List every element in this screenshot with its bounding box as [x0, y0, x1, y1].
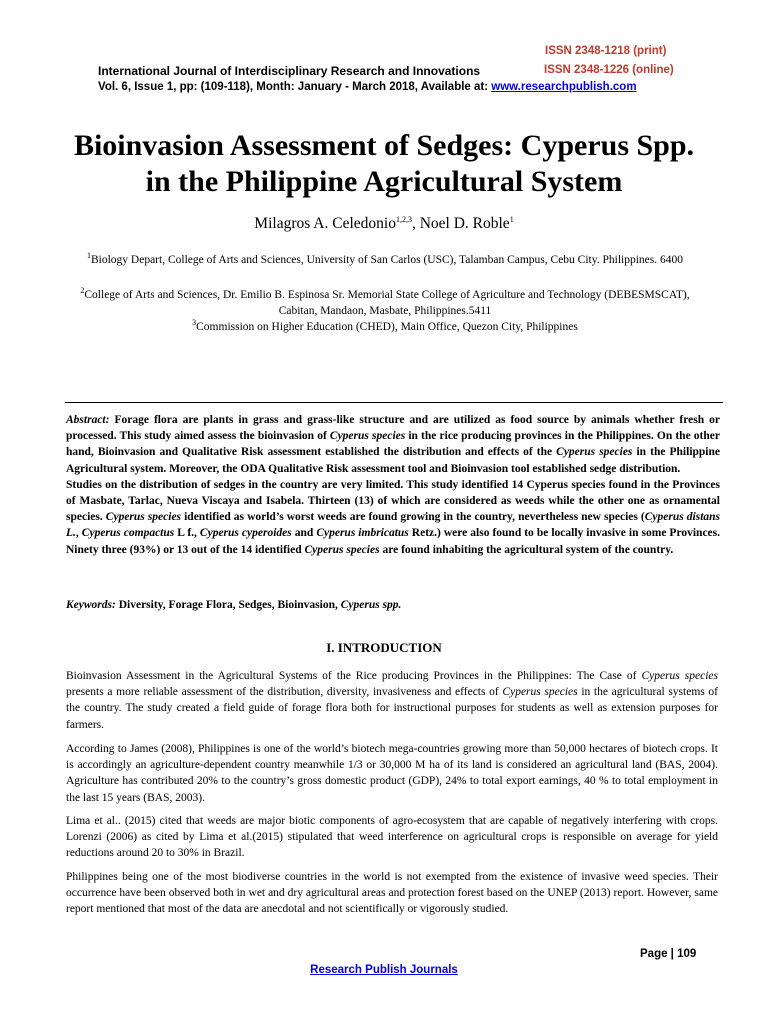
- intro-paragraph-4: Philippines being one of the most biodiverse countries in the world is not exempted from the existence of invasive weed species. Their occurrence have been observed both in wet and dry agricultural areas and protection forest based on the UNEP (2013) report. However, same report mentioned that most of the data are anecdotal and not scientifically or vigorously studied.: [66, 871, 718, 916]
- abstract-text: Studies on the distribution of sedges in the country are very limited. This study identified 14 Cyperus species found in the Provinces of Masbate, Tarlac, Nueva Viscaya and Isabela. Thirteen (13) of which are considered as weeds while the other one as ornamental species.: [66, 478, 720, 524]
- affiliation-3: [60, 319, 710, 335]
- species-name: Cyperus species: [329, 430, 406, 443]
- affiliation-1-text: Biology Depart, College of Arts and Sciences, University of San Carlos (USC), Talamban Campus, Cebu City. Philippines. 6400: [90, 254, 684, 266]
- abstract-divider: [65, 402, 723, 403]
- affiliation-1: [60, 252, 710, 268]
- body-text: presents a more reliable assessment of the distribution, diversity, invasiveness and effects of: [66, 686, 503, 699]
- species-name: Cyperus species: [502, 686, 578, 699]
- affiliation-3-mark: 3: [192, 318, 197, 328]
- keywords: [66, 599, 720, 611]
- keywords-label: Keywords:: [66, 599, 116, 611]
- intro-paragraph-2: According to James (2008), Philippines is one of the world’s biotech mega-countries growing more than 50,000 hectares of biotech crops. It is accordingly an agriculture-dependent country meanwhile 1/3 or 30,000 M ha of its land is considered an agricultural land (BAS, 2004). Agriculture has contributed 20% to the country’s gross domestic product (GDP), 24% to total export earnings, 40 % to total employment in the last 15 years (BAS, 2003).: [66, 743, 718, 804]
- keywords-italic: Cyperus spp.: [340, 599, 402, 611]
- affiliation-2-mark: 2: [80, 286, 85, 296]
- journal-url-link[interactable]: www.researchpublish.com: [491, 81, 637, 93]
- abstract-text: ,: [75, 527, 82, 540]
- journal-name: International Journal of Interdisciplinary Research and Innovations: [98, 64, 481, 78]
- body-text: Bioinvasion Assessment in the Agricultural Systems of the Rice producing Provinces in the Philippines: The Case of: [66, 670, 642, 682]
- paper-title: [40, 128, 728, 200]
- abstract-text: in the Philippine Agricultural system. Moreover, the ODA Qualitative Risk assessment tool and Bioinvasion tool established sedge distribution.: [66, 446, 720, 475]
- affiliation-3-text: Commission on Higher Education (CHED), Main Office, Quezon City, Philippines: [196, 321, 578, 333]
- abstract-text: and: [291, 527, 317, 540]
- abstract-paragraph-2: [66, 477, 720, 558]
- author-2: Noel D. Roble: [419, 215, 510, 232]
- abstract-text: Retz.) were also found to be locally invasive in some Provinces. Ninety three (93%) or 13 out of the 14 identified: [66, 527, 721, 556]
- page-number: Page | 109: [640, 948, 697, 960]
- author-1-affil: 1,2,3: [395, 214, 412, 224]
- keywords-text: Diversity, Forage Flora, Sedges, Bioinvasion,: [115, 599, 341, 611]
- species-name: Cyperus species: [304, 543, 380, 556]
- affiliation-2-text: College of Arts and Sciences, Dr. Emilio B. Espinosa Sr. Memorial State College of Agriculture and Technology (DEBESMSCAT), Cabitan, Mandaon, Masbate, Philippines.5411: [84, 289, 690, 317]
- author-1: Milagros A. Celedonio: [254, 215, 396, 232]
- body-text: in the agricultural systems of the country. The study created a field guide of forage flora both for instructional purposes for students as well as extension purposes for farmers.: [66, 686, 719, 731]
- species-name: Cyperus cyperoides: [199, 527, 292, 540]
- species-name: Cyperus species: [105, 511, 182, 524]
- species-name: Cyperus compactus: [81, 527, 175, 540]
- author-separator: ,: [411, 215, 420, 232]
- title-line-2: in the Philippine Agricultural System: [145, 165, 623, 198]
- authors: [0, 215, 768, 233]
- issn-print: ISSN 2348-1218 (print): [545, 45, 667, 57]
- affiliation-1-mark: 1: [86, 251, 91, 261]
- affiliation-2: [60, 287, 710, 319]
- abstract: [66, 412, 720, 558]
- abstract-text: Forage flora are plants in grass and grass-like structure and are utilized as food source by animals whether fresh or processed. This study aimed assess the bioinvasion of: [66, 414, 720, 443]
- species-name: Cyperus species: [641, 670, 718, 682]
- volume-line: [98, 81, 637, 93]
- section-heading: I. INTRODUCTION: [326, 640, 442, 655]
- title-line-1: Bioinvasion Assessment of Sedges: Cyperus Spp.: [73, 129, 695, 162]
- abstract-text: in the rice producing provinces in the Philippines. On the other hand, Bioinvasion and Qualitative Risk assessment established the distribution and effects of the: [66, 430, 720, 459]
- intro-paragraph-1: [66, 668, 718, 733]
- abstract-text: L f.,: [174, 527, 200, 540]
- author-2-affil: 1: [509, 214, 514, 224]
- species-name: Cyperus imbricatus: [316, 527, 409, 540]
- issn-online: ISSN 2348-1226 (online): [544, 64, 674, 76]
- abstract-label: Abstract:: [66, 414, 110, 426]
- volume-text: Vol. 6, Issue 1, pp: (109-118), Month: January - March 2018, Available at:: [98, 81, 492, 93]
- species-name: Cyperus distans L.: [66, 511, 721, 540]
- abstract-paragraph-1: [66, 412, 720, 477]
- abstract-text: are found inhabiting the agricultural system of the country.: [379, 543, 674, 556]
- intro-paragraph-3: Lima et al.. (2015) cited that weeds are major biotic components of agro-ecosystem that are capable of negatively interfering with crops. Lorenzi (2006) as cited by Lima et al.(2015) stipulated that weed interference on agricultural crops is responsible on average for yield reductions around 20 to 30% in Brazil.: [66, 815, 718, 860]
- publisher-link[interactable]: Research Publish Journals: [310, 964, 458, 976]
- abstract-text: identified as world’s worst weeds are found growing in the country, nevertheless new species (: [181, 511, 645, 524]
- species-name: Cyperus species: [556, 446, 633, 459]
